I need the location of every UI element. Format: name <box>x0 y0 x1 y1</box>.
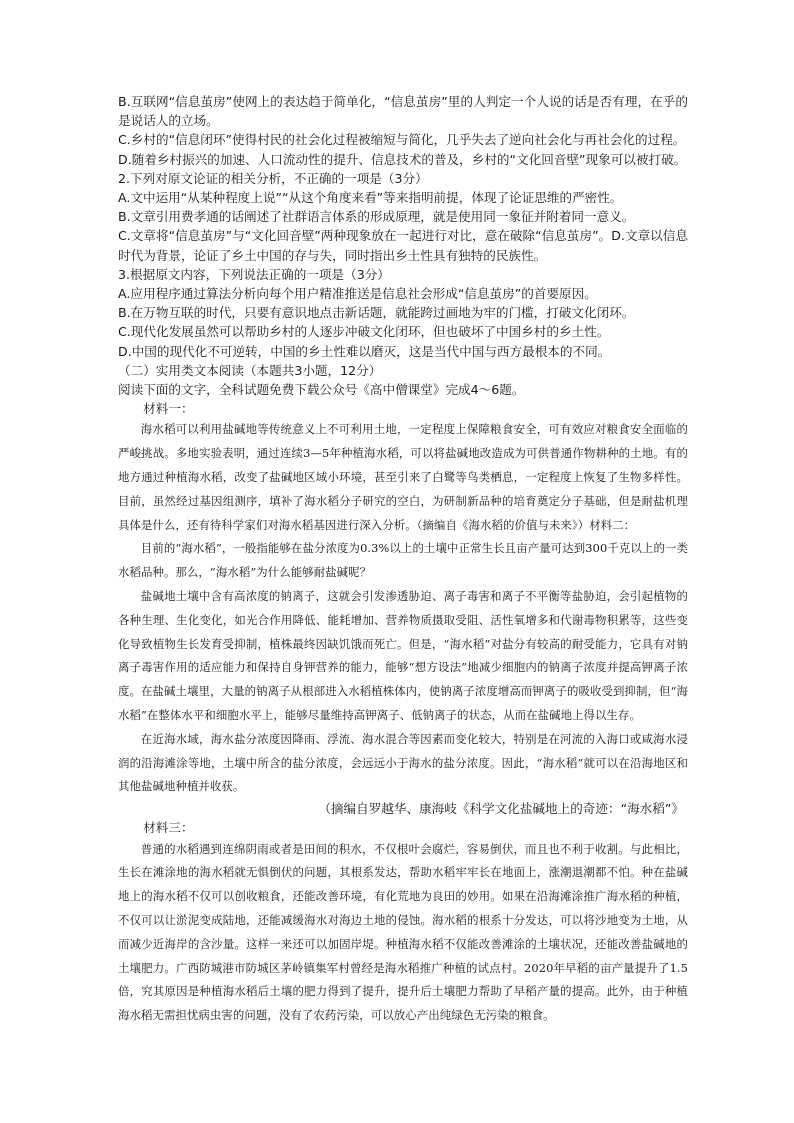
section-heading: （二）实用类文本阅读（本题共3小题，12分） <box>118 362 382 378</box>
question-1-option-c: C.乡村的“信息闭环”使得村民的社会化过程被缩短与简化，几乎失去了逆向社会化与再社会化的过程。 <box>118 132 686 148</box>
question-3-option-b: B.在万物互联的时代，只要有意识地点击新话题，就能跨过画地为牢的门槛，打破文化闭环。 <box>118 305 635 321</box>
material-2-paragraph-2: 盐碱地土壤中含有高浓度的钠离子，这就会引发渗透胁迫、离子毒害和离子不平衡等盐胁迫，会引起植物的各种生理、生化变化，如光合作用降低、能耗增加、营养物质摄取受阻、活性氧增多和代谢毒物积累等，这些变化导致植物生长发育受抑制，植株最终因缺饥饿而死亡。但是，“海水稻”对盐分有较高的耐受能力，它具有对钠离子毒害作用的适应能力和保持自身钾营养的能力，能够“想方设法”地减少细胞内的钠离子浓度并提高钾离子浓度。在盐碱土壤里，大量的钠离子从根部进入水稻植株体内，使钠离子浓度增高而钾离子的吸收受到抑制，但“海水稻”在整体水平和细胞水平上，能够尽量维持高钾离子、低钠离子的状态，从而在盐碱地上得以生存。 <box>118 589 688 723</box>
question-1-option-b: B.互联网“信息茧房”使网上的表达趋于简单化，“信息茧房”里的人判定一个人说的话是否有理，在乎的是说话人的立场。 <box>118 94 688 129</box>
question-3-stem: 3.根据原文内容，下列说法正确的一项是（3分） <box>118 266 390 282</box>
question-3-option-d: D.中国的现代化不可逆转，中国的乡土性难以磨灭，这是当代中国与西方最根本的不同。 <box>118 343 611 359</box>
question-3-option-a: A.应用程序通过算法分析向每个用户精准推送是信息社会形成“信息茧房”的首要原因。 <box>118 286 597 302</box>
question-2-option-a: A.文中运用“从某种程度上说”“从这个角度来看”等来指明前提，体现了论证思维的严密性。 <box>118 190 623 206</box>
question-2-stem: 2.下列对原文论证的相关分析，不正确的一项是（3分） <box>118 170 428 186</box>
material-3-paragraph-1: 普通的水稻遇到连绵阴雨或者是田间的积水，不仅根叶会腐烂，容易倒伏，而且也不利于收割。与此相比，生长在滩涂地的海水稻就无惧倒伏的问题，其根系发达，帮助水稻牢牢长在地面上，涨潮退潮都不怕。种在盐碱地上的海水稻不仅可以创收粮食，还能改善环境，有化荒地为良田的妙用。如果在沿海滩涂推广海水稻的种植，不仅可以让淤泥变成陆地，还能减缓海水对海边土地的侵蚀。海水稻的根系十分发达，可以将沙地变为土地，从而减少近海岸的含沙量。这样一来还可以加固岸堤。种植海水稻不仅能改善滩涂的土壤状况，还能改善盐碱地的土壤肥力。广西防城港市防城区茅岭镇集军村曾经是海水稻推广种植的试点村。2020年早稻的亩产量提升了1.5倍，究其原因是种植海水稻后土壤的肥力得到了提升，提升后土壤肥力帮助了早稻产量的提高。此外，由于种植海水稻无需担忧病虫害的问题，没有了农药污染，可以放心产出纯绿色无污染的粮食。 <box>118 841 688 1023</box>
material-1-paragraph-1: 海水稻可以利用盐碱地等传统意义上不可利用土地，一定程度上保障粮食安全，可有效应对粮食安全面临的严峻挑战。多地实验表明，通过连续3—5年种植海水稻，可以将盐碱地改造成为可供普通作物耕种的土地。有的地方通过种植海水稻，改变了盐碱地区域小环境，甚至引来了白鹭等鸟类栖息，一定程度上恢复了生物多样性。目前，虽然经过基因组测序，填补了海水稻分子研究的空白，为研制新品种的培育奠定分子基础，但是耐盐机理具体是什么，还有待科学家们对海水稻基因进行深入分析。（摘编自《海水稻的价值与未来》）材料二： <box>118 422 688 532</box>
material-2-paragraph-1: 目前的“海水稻”，一般指能够在盐分浓度为0.3%以上的土壤中正常生长且亩产量可达到300千克以上的一类水稻品种。那么，“海水稻”为什么能够耐盐碱呢？ <box>118 541 688 580</box>
material-1-label: 材料一： <box>143 401 194 417</box>
material-2-paragraph-3: 在近海水域，海水盐分浓度因降雨、浮流、海水混合等因素而变化较大，特别是在河流的入海口或咸海水浸润的沿海滩涂等地，土壤中所含的盐分浓度，会远远小于海水的盐分浓度。因此，“海水稻”就可以在沿海地区和其他盐碱地种植并收获。 <box>118 731 688 794</box>
question-3-option-c: C.现代化发展虽然可以帮助乡村的人逐步冲破文化闭环，但也破坏了中国乡村的乡土性。 <box>118 324 610 340</box>
question-1-option-d: D.随着乡村振兴的加速、人口流动性的提升、信息技术的普及，乡村的“文化回音壁”现象可以被打破。 <box>118 151 687 167</box>
material-2-source: （摘编自罗越华、康海岐《科学文化盐碱地上的奇迹：“海水稻”》 <box>318 801 684 817</box>
question-2-option-b: B.文章引用费孝通的话阐述了社群语言体系的形成原理，就是使用同一象征并附着同一意义。 <box>118 209 635 225</box>
exam-page <box>118 92 688 1028</box>
question-2-option-c-d: C.文章将“信息茧房”与“文化回音壁”两种现象放在一起进行对比，意在破除“信息茧房”。D.文章以信息时代为背景，论证了乡土中国的存与失，同时指出乡土性具有独特的民族性。 <box>118 228 688 263</box>
material-3-label: 材料三： <box>143 820 194 836</box>
section-instruction: 阅读下面的文字，全科试题免费下载公众号《高中僧课堂》完成4～6题。 <box>118 382 525 398</box>
